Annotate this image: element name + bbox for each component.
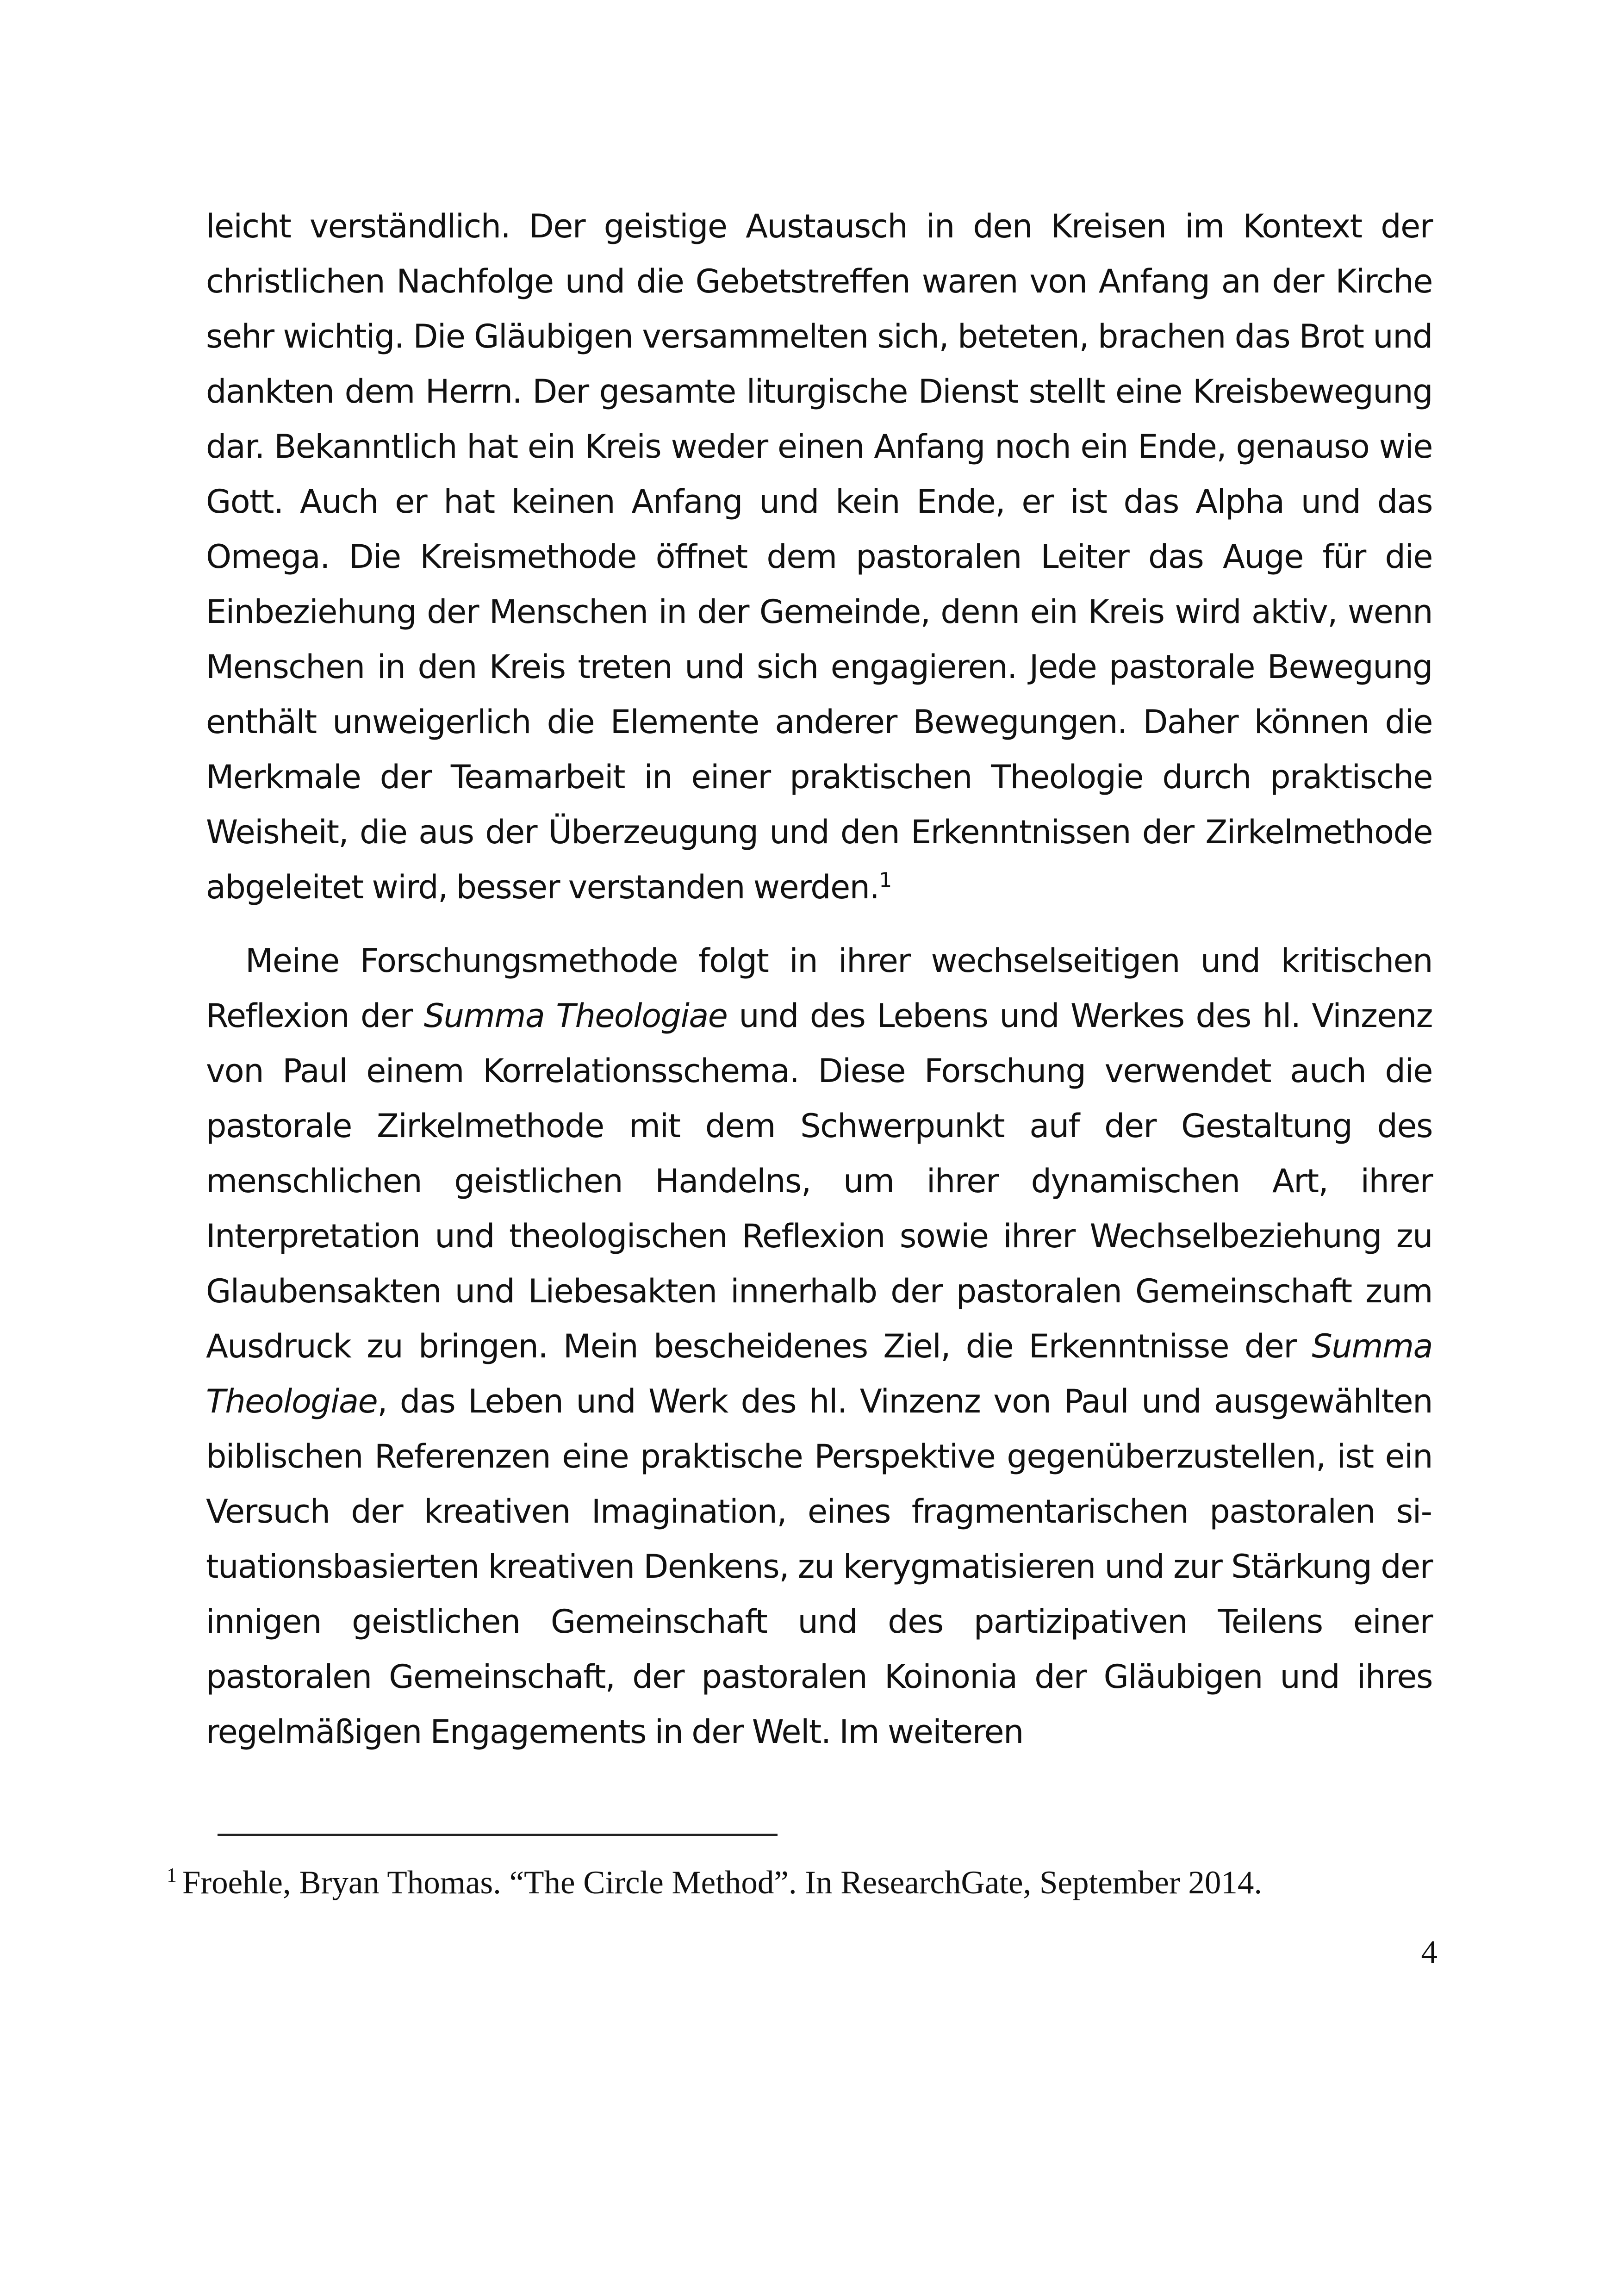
paragraph-2-part-2: und des Lebens und Werkes des hl. Vinzenz von Paul einem Korrelationsschema. Diese Forschung verwendet auch die pastorale Zirkelmethode mit dem Schwerpunkt auf der Gestaltung des menschlichen geistlichen Handelns, um ihrer dynamischen Art, ihrer Interpretation und theologischen Reflexion sowie ihrer Wechselbeziehung zu Glaubensakten und Liebesakten innerhalb der pastoralen Gemeinschaft zum Ausdruck zu bringen. Mein bescheidenes Ziel, die Erkenntnisse der <box>206 997 1432 1365</box>
paragraph-2-italic-title-1: Summa Theologiae <box>423 997 728 1035</box>
footnote-reference-marker: 1 <box>879 868 891 892</box>
footnote-text: Froehle, Bryan Thomas. “The Circle Method”. In ResearchGate, September 2014. <box>182 1865 1263 1901</box>
paragraph-2-italic-title-2: Summa Theologiae <box>206 1327 1432 1420</box>
footnote-separator <box>218 1834 778 1836</box>
paragraph-1 <box>206 199 1432 915</box>
body-text <box>206 199 1432 1760</box>
footnote-number: 1 <box>167 1864 177 1887</box>
paragraph-2-part-1: Meine Forschungsmethode folgt in ihrer wechselseitigen und kritischen Reflexion der <box>206 942 1432 1035</box>
footnote <box>167 1860 1444 1905</box>
page-number: 4 <box>1421 1934 1438 1970</box>
paragraph-1-text: leicht verständlich. Der geistige Austausch in den Kreisen im Kontext der christlichen Nachfolge und die Gebetstreffen waren von Anfang an der Kirche sehr wichtig. Die Gläubigen versammelten sich, beteten, brachen das Brot und dankten dem Herrn. Der gesamte liturgische Dienst stellt eine Kreisbewegung dar. Bekanntlich hat ein Kreis weder einen Anfang noch ein Ende, genauso wie Gott. Auch er hat keinen Anfang und kein Ende, er ist das Alpha und das Omega. Die Kreismethode öffnet dem pastoralen Leiter das Auge für die Einbeziehung der Menschen in der Gemeinde, denn ein Kreis wird aktiv, wenn Menschen in den Kreis treten und sich engagieren. Jede pastorale Bewegung enthält unweigerlich die Elemente anderer Bewegungen. Daher können die Merkmale der Teamarbeit in einer praktischen Theologie durch praktische Weisheit, die aus der Überzeugung und den Erkenntnissen der Zirkelmethode abgeleitet wird, besser verstanden werden. <box>206 207 1432 906</box>
paragraph-2 <box>206 933 1432 1760</box>
paragraph-2-part-3: , das Leben und Werk des hl. Vinzenz von Paul und ausgewählten biblischen Referenzen eine praktische Perspektive gegenüberzustellen, ist ein Versuch der kreativen Imagination, eines fragmentarischen pastoralen situationsbasierten kreativen Denkens, zu kerygmatisieren und zur Stärkung der innigen geistlichen Gemeinschaft und des partizipativen Teilens einer pastoralen Gemeinschaft, der pastoralen Koinonia der Gläubigen und ihres regelmäßigen Engagements in der Welt. Im weiteren <box>206 1382 1432 1751</box>
